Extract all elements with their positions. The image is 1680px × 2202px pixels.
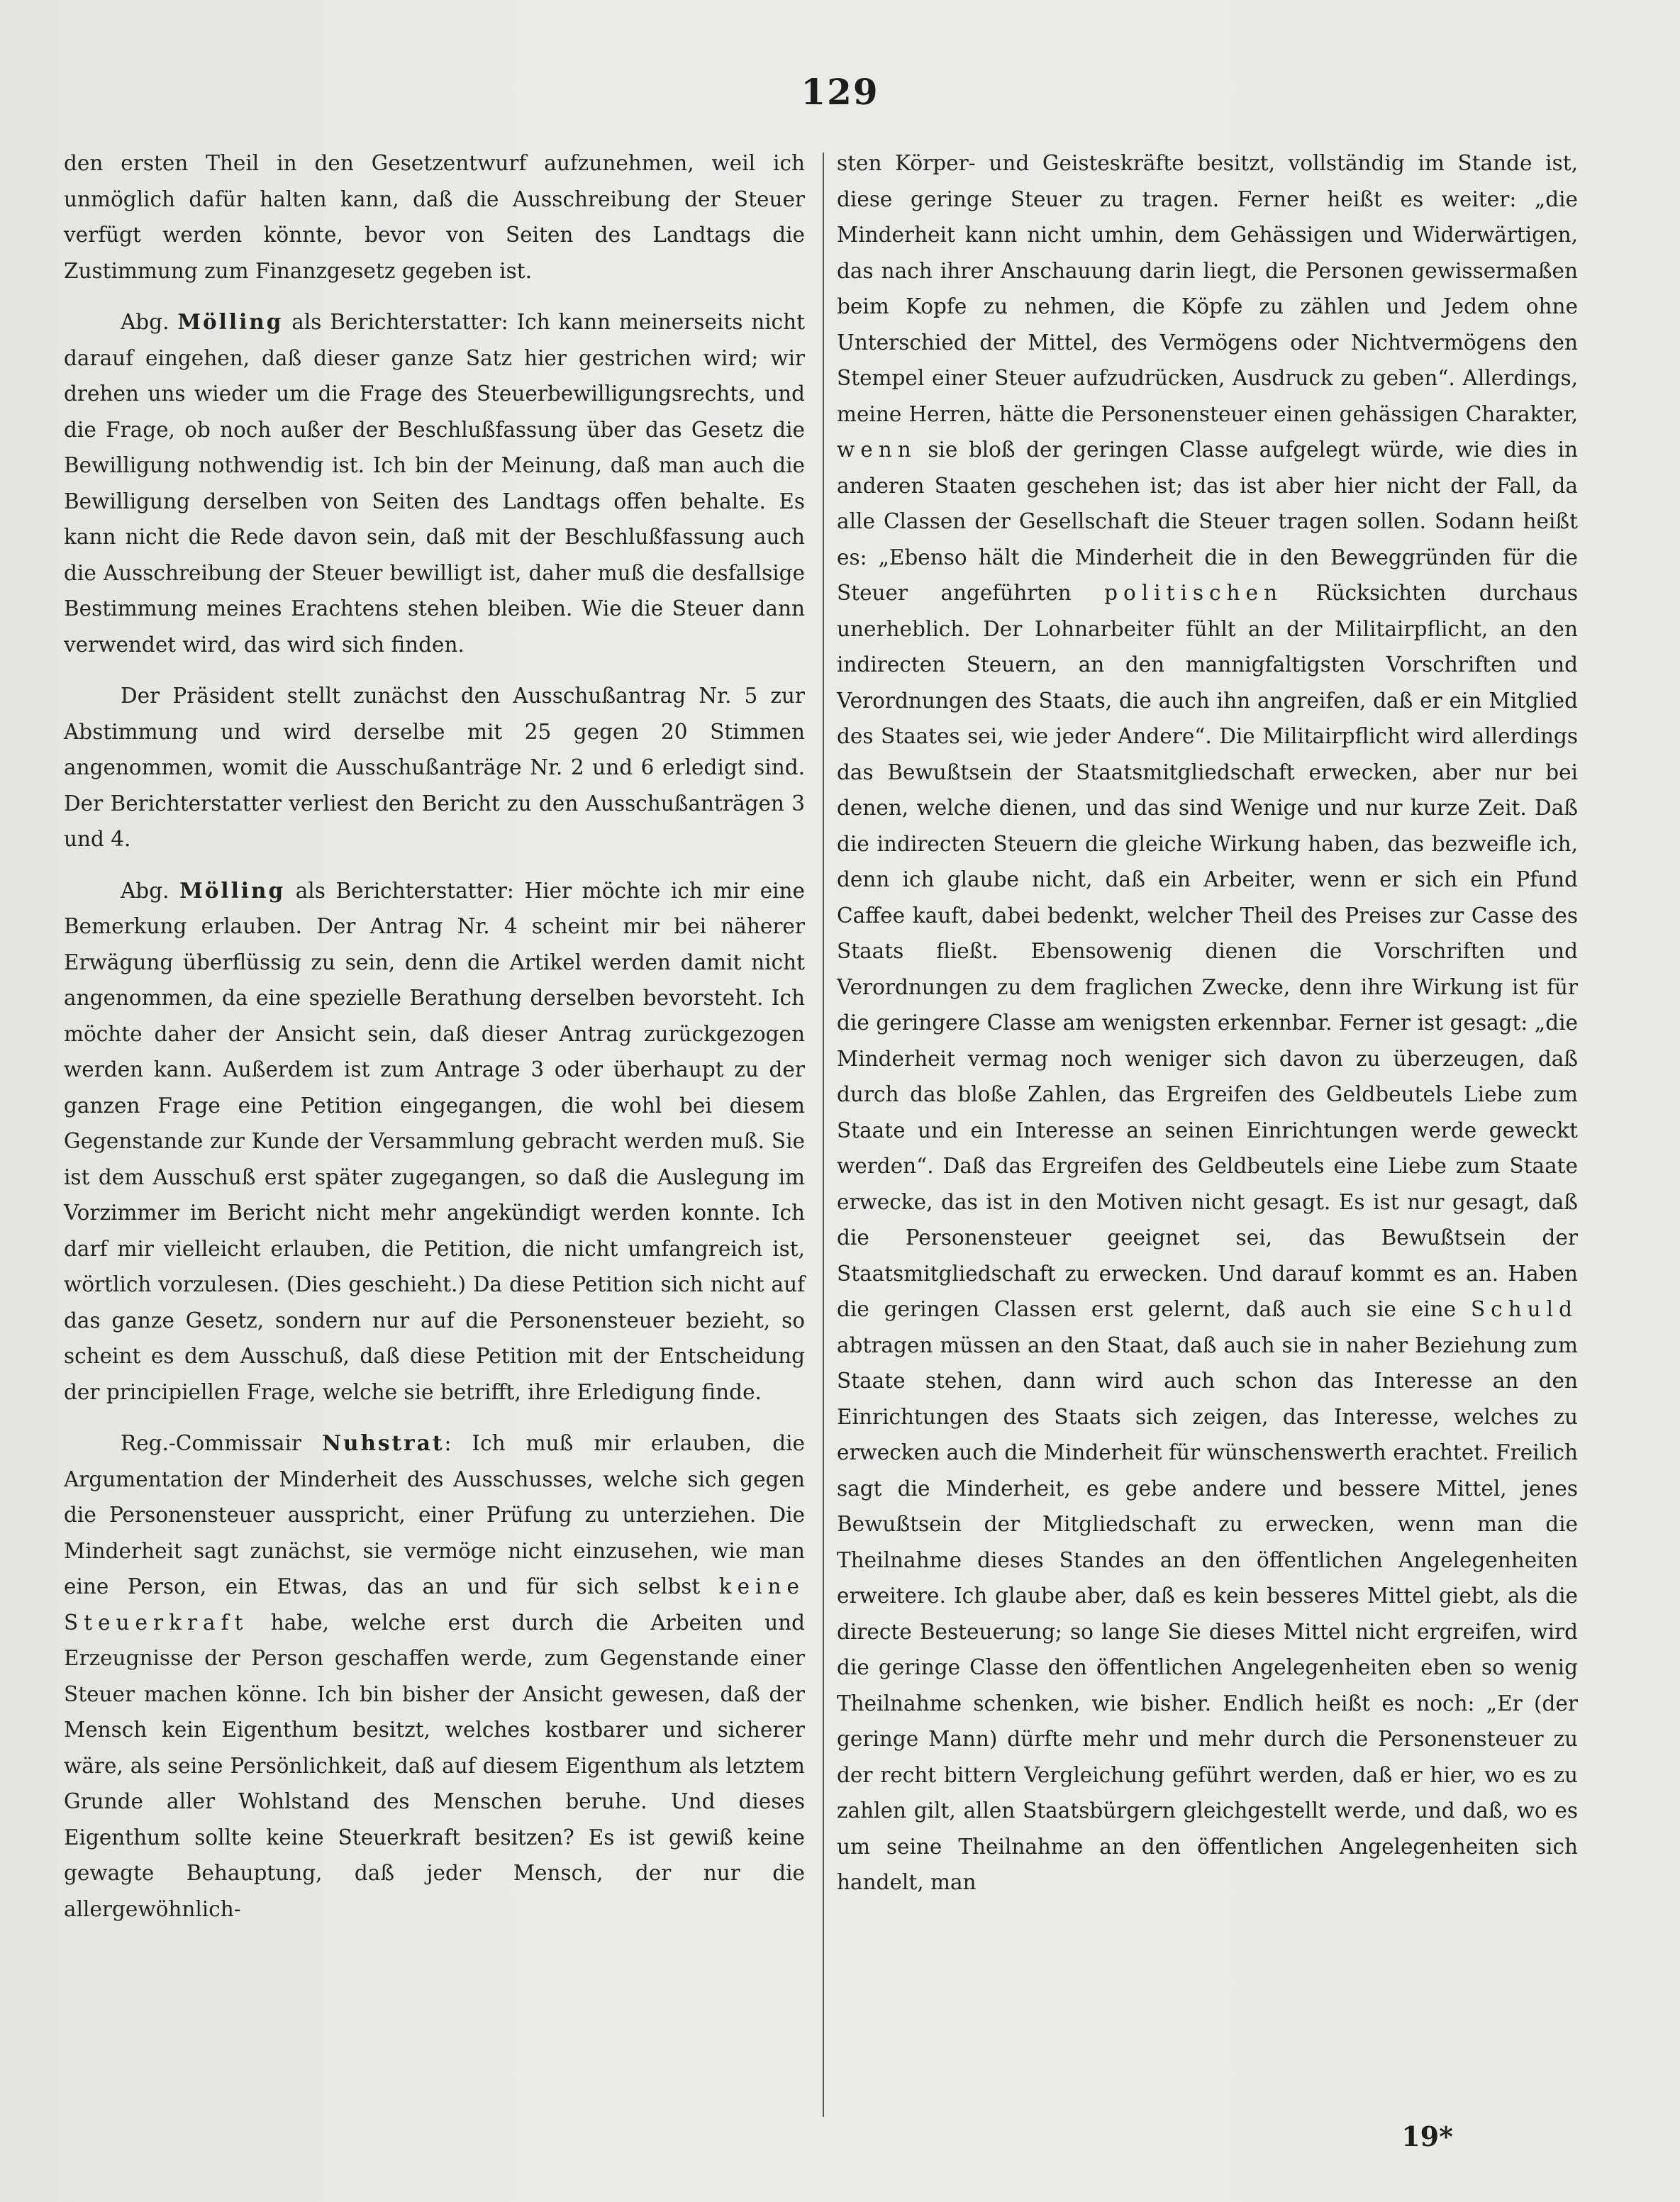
emphasized-text: keine Steuerkraft: [64, 1574, 805, 1635]
speech-text: : Ich muß mir erlauben, die Argumentation der Minderheit des Ausschusses, welche sich gegen die Personensteuer ausspricht, einer Prüfung zu unterziehen. Die Minderheit sagt zunächst, sie vermöge nicht einzusehen, wie man eine Person, ein Etwas, das an und für sich selbst: [64, 1431, 805, 1598]
speaker-title: Reg.-Commissair: [121, 1431, 302, 1455]
speaker-name: Nuhstrat: [322, 1430, 445, 1455]
speaker-title: Abg.: [121, 310, 169, 334]
speech-text: als Berichterstatter: Ich kann meinerseits nicht darauf eingehen, daß dieser ganze Satz hier gestrichen wird; wir drehen uns wieder um die Frage des Steuerbewilligungsrechts, und die Frage, ob noch außer der Beschlußfassung über das Gesetz die Bewilligung nothwendig ist. Ich bin der Meinung, daß man auch die Bewilligung derselben von Seiten des Landtags offen behalte. Es kann nicht die Rede davon sein, daß mit der Beschlußfassung auch die Ausschreibung der Steuer bewilligt ist, daher muß die desfallsige Bestimmung meines Erachtens stehen bleiben. Wie die Steuer dann verwendet wird, das wird sich finden.: [64, 310, 805, 657]
paragraph-president: Der Präsident stellt zunächst den Ausschußantrag Nr. 5 zur Abstimmung und wird derselbe mit 25 gegen 20 Stimmen angenommen, womit die Ausschußanträge Nr. 2 und 6 erledigt sind. Der Berichterstatter verliest den Bericht zu den Ausschußanträgen 3 und 4.: [64, 684, 805, 851]
paragraph-continuation: [837, 145, 1578, 1901]
speaker-name: Mölling: [177, 309, 284, 334]
emphasized-text: politischen: [1104, 581, 1284, 605]
emphasized-text: Schuld: [1470, 1297, 1578, 1321]
emphasized-text: wenn: [837, 438, 917, 462]
paragraph-continuation: den ersten Theil in den Gesetzentwurf aufzunehmen, weil ich unmöglich dafür halten kann, daß die Ausschreibung der Steuer verfügt werden könnte, bevor von Seiten des Landtags die Zustimmung zum Finanzgesetz gegeben ist.: [64, 151, 805, 283]
speech-text: abtragen müssen an den Staat, daß auch sie in naher Beziehung zum Staate stehen, dann wird auch schon das Interesse an den Einrichtungen des Staats sich zeigen, das Interesse, welches zu erwecken auch die Minderheit für wünschenswerth erachtet. Freilich sagt die Minderheit, es gebe andere und bessere Mittel, jenes Bewußtsein der Mitgliedschaft zu erwecken, wenn man die Theilnahme dieses Standes an den öffentlichen Angelegenheiten erweitere. Ich glaube aber, daß es kein besseres Mittel giebt, als die directe Besteuerung; so lange Sie dieses Mittel nicht ergreifen, wird die geringe Classe den öffentlichen Angelegenheiten eben so wenig Theilnahme schenken, wie bisher. Endlich heißt es noch: „Er (der geringe Mann) dürfte mehr und mehr durch die Personensteuer zu der recht bittern Vergleichung geführt werden, daß er hier, wo es zu zahlen gilt, allen Staatsbürgern gleichgestellt werde, und daß, wo es um seine Theilnahme an den öffentlichen Angelegenheiten sich handelt, man: [837, 1333, 1578, 1894]
right-column: [837, 145, 1578, 1901]
speech-text: habe, welche erst durch die Arbeiten und Erzeugnisse der Person geschaffen werde, zum Gegenstande einer Steuer machen könne. Ich bin bisher der Ansicht gewesen, daß der Mensch kein Eigenthum besitzt, welches kostbarer und sicherer wäre, als seine Persönlichkeit, daß auf diesem Eigenthum als letztem Grunde aller Wohlstand des Menschen beruhe. Und dieses Eigenthum sollte keine Steuerkraft besitzen? Es ist gewiß keine gewagte Behauptung, daß jeder Mensch, der nur die allergewöhnlich-: [64, 1610, 805, 1921]
paragraph-commissair: [64, 1425, 805, 1927]
speech-text: sie bloß der geringen Classe aufgelegt würde, wie dies in anderen Staaten geschehen ist; das ist aber hier nicht der Fall, da alle Classen der Gesellschaft die Steuer tragen sollen. Sodann heißt es: „Ebenso hält die Minderheit die in den Beweggründen für die Steuer angeführten: [837, 438, 1578, 605]
paragraph-moelling-2: [64, 873, 805, 1411]
speech-text: Rücksichten durchaus unerheblich. Der Lohnarbeiter fühlt an der Militairpflicht, an den indirecten Steuern, an den mannigfaltigsten Vorschriften und Verordnungen des Staats, die auch ihn angreifen, daß er ein Mitglied des Staates sei, wie jeder Andere“. Die Militairpflicht wird allerdings das Bewußtsein der Staatsmitgliedschaft erwecken, aber nur bei denen, welche dienen, und das sind Wenige und nur kurze Zeit. Daß die indirecten Steuern die gleiche Wirkung haben, das bezweifle ich, denn ich glaube nicht, daß ein Arbeiter, wenn er sich ein Pfund Caffee kauft, dabei bedenkt, welcher Theil des Preises zur Casse des Staats fließt. Ebensowenig dienen die Vorschriften und Verordnungen zu dem fraglichen Zwecke, denn ihre Wirkung ist für die geringere Classe am wenigsten erkennbar. Ferner ist gesagt: „die Minderheit vermag noch weniger sich davon zu überzeugen, daß durch das bloße Zahlen, das Ergreifen des Geldbeutels Liebe zum Staate und ein Interesse an seinen Einrichtungen werde geweckt werden“. Daß das Ergreifen des Geldbeutels eine Liebe zum Staate erwecke, das ist in den Motiven nicht gesagt. Es ist nur gesagt, daß die Personensteuer geeignet sei, das Bewußtsein der Staatsmitgliedschaft zu erwecken. Und darauf kommt es an. Haben die geringen Classen erst gelernt, daß auch sie eine: [837, 581, 1579, 1321]
signature-mark: 19*: [1401, 2120, 1453, 2152]
paragraph-moelling-1: [64, 304, 805, 662]
speaker-title: Abg.: [121, 878, 169, 903]
speech-text: sten Körper- und Geisteskräfte besitzt, vollständig im Stande ist, diese geringe Steuer zu tragen. Ferner heißt es weiter: „die Minderheit kann nicht umhin, dem Gehässigen und Widerwärtigen, das nach ihrer Anschauung darin liegt, die Personen gewissermaßen beim Kopfe zu nehmen, die Köpfe zu zählen und Jedem ohne Unterschied der Mittel, des Vermögens oder Nichtvermögens den Stempel einer Steuer aufzudrücken, Ausdruck zu geben“. Allerdings, meine Herren, hätte die Personensteuer einen gehässigen Charakter,: [837, 151, 1578, 426]
speech-text: als Berichterstatter: Hier möchte ich mir eine Bemerkung erlauben. Der Antrag Nr. 4 scheint mir bei näherer Erwägung überflüssig zu sein, denn die Artikel werden damit nicht angenommen, da eine spezielle Berathung derselben bevorsteht. Ich möchte daher der Ansicht sein, daß dieser Antrag zurückgezogen werden kann. Außerdem ist zum Antrage 3 oder überhaupt zu der ganzen Frage eine Petition eingegangen, die wohl bei diesem Gegenstande zur Kunde der Versammlung gebracht werden muß. Sie ist dem Ausschuß erst später zugegangen, so daß die Auslegung im Vorzimmer im Bericht nicht mehr angekündigt werden konnte. Ich darf mir vielleicht erlauben, die Petition, die nicht umfangreich ist, wörtlich vorzulesen. (Dies geschieht.) Da diese Petition sich nicht auf das ganze Gesetz, sondern nur auf die Personensteuer bezieht, so scheint es dem Ausschuß, daß diese Petition mit der Entscheidung der principiellen Frage, welche sie betrifft, ihre Erledigung finde.: [64, 878, 805, 1404]
column-divider: [823, 152, 824, 2117]
page-number: 129: [801, 71, 879, 113]
left-column: [64, 145, 805, 1927]
speaker-name: Mölling: [179, 877, 286, 903]
